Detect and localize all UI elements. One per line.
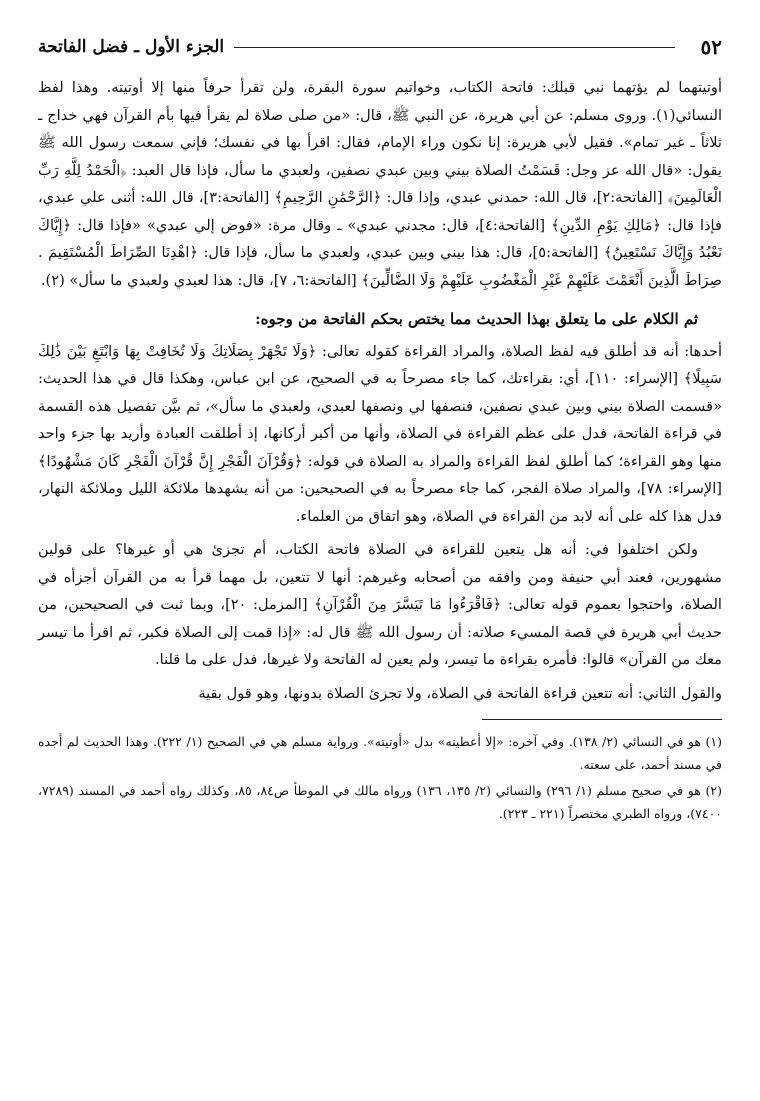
footnote-1: (١) هو في النسائي (٢/ ١٣٨). وفي آخره: «إلا أعطيته» بدل «أوتيته». ورواية مسلم هي في الصحيح (١/ ٢٢٢). وهذا الحديث لم أجده في مسند أحمد، على سعته. (38, 734, 722, 772)
header-title: الجزء الأول ـ فضل الفاتحة (38, 37, 225, 57)
paragraph-second-opinion: والقول الثاني: أنه تتعين قراءة الفاتحة في الصلاة، ولا تجزئ الصلاة بدونها، وهو قول بقية (198, 684, 722, 702)
footnote-rule (482, 719, 722, 720)
page-number: ٥٢ (700, 35, 722, 59)
footnotes (38, 730, 722, 825)
paragraph-first-aspect: أحدها: أنه قد أطلق فيه لفظ الصلاة، والمراد القراءة كقوله تعالى: ﴿وَلَا تَجْهَرْ بِصَلَاتِكَ وَلَا تُخَافِتْ بِهَا وَابْتَغِ بَيْنَ ذَٰلِكَ سَبِيلًا﴾ [الإسراء: ١١٠]، أي: بقراءتك، كما جاء مصرحاً به في الصحيح، عن ابن عباس، وهكذا قال في هذا الحديث: «قسمت الصلاة بيني وبين عبدي نصفين، فنصفها لي ونصفها لعبدي، ولعبدي ما سأل»، ثم بيَّن تفصيل هذه القسمة في قراءة الفاتحة، فدل على عظم القراءة في الصلاة، وأنها من أكبر أركانها، إذ أطلقت العبادة وأريد بها جزء واحد منها وهو القراءة؛ كما أطلق لفظ القراءة والمراد به الصلاة في قوله: ﴿وَقُرْآنَ الْفَجْرِ إِنَّ قُرْآنَ الْفَجْرِ كَانَ مَشْهُودًا﴾ [الإسراء: ٧٨]، والمراد صلاة الفجر، كما جاء مصرحاً به في الصحيحين: من أنه يشهدها ملائكة الليل وملائكة النهار، فدل هذا كله على أنه لابد من القراءة في الصلاة، وهو اتفاق من العلماء. (38, 342, 722, 525)
body-text (38, 74, 722, 707)
document-page (38, 30, 722, 828)
footnote-2: (٢) هو في صحيح مسلم (١/ ٢٩٦) والنسائي (٢/ ١٣٥، ١٣٦) ورواه مالك في الموطأ ص٨٤، ٨٥، وكذلك رواه أحمد في المسند (٧٢٨٩، ٧٤٠٠)، ورواه الطبري مختصراً (٢٢١ ـ ٢٢٣). (38, 783, 723, 821)
running-header (38, 30, 722, 64)
paragraph-disagreement: ولكن اختلفوا في: أنه هل يتعين للقراءة في الصلاة فاتحة الكتاب، أم تجزئ هي أو غيرها؟ على قولين مشهورين، فعند أبي حنيفة ومن وافقه من أصحابه وغيرهم: أنها لا تتعين، بل مهما قرأ به من القرآن أجزأه في الصلاة، واحتجوا بعموم قوله تعالى: ﴿فَاقْرَءُوا مَا تَيَسَّرَ مِنَ الْقُرْآنِ﴾ [المزمل: ٢٠]، وبما ثبت في الصحيحين، من حديث أبي هريرة في قصة المسيء صلاته: أن رسول الله ﷺ قال له: «إذا قمت إلى الصلاة فكبر، ثم اقرأ ما تيسر معك من القرآن» قالوا: فأمره بقراءة ما تيسر، ولم يعين له الفاتحة ولا غيرها، فدل على ما قلنا. (38, 541, 722, 668)
section-heading: ثم الكلام على ما يتعلق بهذا الحديث مما يختص بحكم الفاتحة من وجوه: (255, 310, 698, 328)
header-rule (234, 47, 674, 48)
paragraph-hadith: أوتيتهما لم يؤتهما نبي قبلك: فاتحة الكتاب، وخواتيم سورة البقرة، ولن تقرأ حرفاً منها إلا أوتيته. وهذا لفظ النسائي(١). وروى مسلم: عن أبي هريرة، عن النبي ﷺ، قال: «من صلى صلاة لم يقرأ فيها بأم القرآن فهي خداج ـ ثلاثاً ـ غير تمام». فقيل لأبي هريرة: إنا نكون وراء الإمام، فقال: اقرأ بها في نفسك؛ فإني سمعت رسول الله ﷺ يقول: «قال الله عز وجل: قَسَمْتُ الصلاة بيني وبين عبدي نصفين، ولعبدي ما سأل، فإذا قال العبد: ﴿الْحَمْدُ لِلَّهِ رَبِّ الْعَالَمِينَ﴾ [الفاتحة:٢]، قال الله: حمدني عبدي، وإذا قال: ﴿الرَّحْمَٰنِ الرَّحِيمِ﴾ [الفاتحة:٣]، قال الله: أثنى علي عبدي، فإذا قال: ﴿مَالِكِ يَوْمِ الدِّينِ﴾ [الفاتحة:٤]، قال: مجدني عبدي» ـ وقال مرة: «فوض إلي عبدي» «فإذا قال: ﴿إِيَّاكَ نَعْبُدُ وَإِيَّاكَ نَسْتَعِينُ﴾ [الفاتحة:٥]، قال: هذا بيني وبين عبدي، ولعبدي ما سأل، فإذا قال: ﴿اهْدِنَا الصِّرَاطَ الْمُسْتَقِيمَ . صِرَاطَ الَّذِينَ أَنْعَمْتَ عَلَيْهِمْ غَيْرِ الْمَغْضُوبِ عَلَيْهِمْ وَلَا الضَّالِّينَ﴾ [الفاتحة:٦، ٧]، قال: هذا لعبدي ولعبدي ما سأل» (٢). (38, 79, 723, 289)
